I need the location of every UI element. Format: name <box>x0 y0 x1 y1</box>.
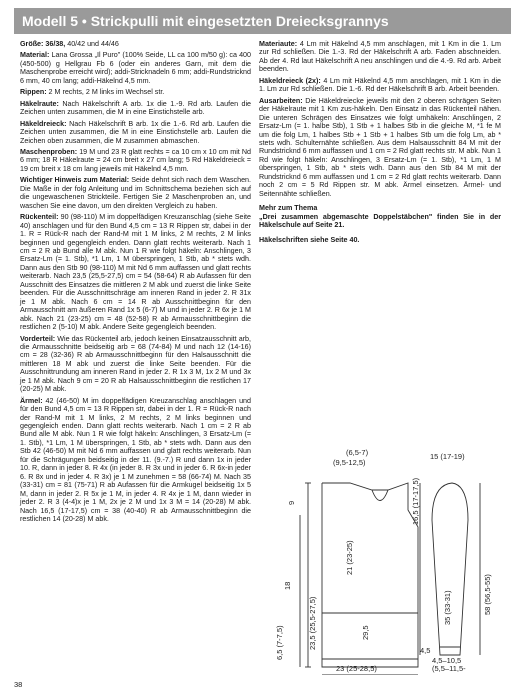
dim-label: 21 (23-25) <box>345 540 354 575</box>
dim-label: (6,5-7) <box>346 448 369 457</box>
right-column <box>259 40 501 247</box>
dim-label: 4,5–10,5 <box>432 656 462 665</box>
more-box <box>259 204 501 229</box>
dim-label: 23,5 (25,5-27,5) <box>308 596 317 650</box>
hinweis-paragraph: Wichtiger Hinweis zum Material: Seide dehnt sich nach dem Waschen. Die Maße in der folg Anleitung und im Schnittschema beziehen sich auf die ungewaschenen Strickteile. Fertigen Sie 2 Maschenproben an, und waschen Sie eine davon, um den direkten Vergleich zu haben. <box>20 176 251 210</box>
maschenproben-paragraph: Maschenproben: 19 M und 23 R glatt rechts = ca 10 cm x 10 cm mit Nd 6 mm; 18 R Häkelraute = 24 cm breit x 27 cm lang; 5 Rd Häkeldreieck = 19 cm breit x 18 cm lang jeweils mit Häkelnd 4,5 mm. <box>20 147 251 173</box>
dim-label: 18 <box>283 581 292 590</box>
dim-label: (5,5–11,5- <box>432 664 466 673</box>
body-outline <box>322 483 418 667</box>
rippen-paragraph: Rippen: 2 M rechts, 2 M links im Wechsel str. <box>20 88 165 97</box>
aermel-paragraph: Ärmel: 42 (46-50) M im doppelfädigen Kreuzanschlag anschlagen und für den Bund 4,5 cm = 13 R Rippen str, dabei in der 1. R = Rück-R nach der Rand-M mit 1 M links, 2 M rechts, 2 M links beginnen und gegengleich enden. Dann glatt rechts weiterarb. Nach 1 cm = 2 R ab Bund alle M abk. Nun 1 R wie folgt häkeln: Anschlingen, 3 Ersatz-Lm (= 1. Stb), *1 Lm, 1 M überspringen, 1 Stb, ab * stets wdh. Dann aus den Stb 42 (46-50) M mit Nd 6 mm auffassen und glatt rechts weiterarb. Nun für die Schrägungen beidseitig in der 11. (9.-7.) R und dann 1x in jeder 10. R, dann in jeder 8. R 4x (in jeder 8. R 3x und in jeder 6. R 6x-in jeder 6. R 8x und in jeder 4. R 3x) je 1 M zunehmen = 58 (66-74) M. Nach 35 (33-31) cm = 81 (75-71) R ab Aufassen für die Armkugel beidseitig 1x 5 M, dann in jeder 2. R 5x je 1 M, in jeder 4. R 4x je 1 M, dann wieder in jeder 2. R 3 (4-4)x je 1 M, 2x je 2 M und 1x 3 M = 14 (20-28) M abk. Nach 16,5 (17-17,5) cm = 38 (40-40) R ab Armausschnittbeginn die restlichen 14 (20-28) M abk. <box>20 396 251 524</box>
dim-label: 6,5 (7-7,5) <box>275 625 284 660</box>
dim-label: 4,5 <box>420 646 431 655</box>
page-header <box>14 8 511 34</box>
ausarbeiten-paragraph: Ausarbeiten: Die Häkeldreiecke jeweils mit den 2 oberen schrägen Seiten der Häkelraute mit 1 Km zus-häkeln. Den Einsatz in das Rückenteil nähen. Die unteren Schrägen des Einsatzes wie folgt umhäkeln: Anschlingen, 2 Ersatz-Lm (= 1. halbe Stb), 1 Stb + 1 halbes Stb in die gleiche M, *1 fe M um die folg Lm, 1 halbes Stb + 1 Stb + 1 halbes Stb um die folg Lm, ab * stets wdh. Schulternähte schließen. Aus dem Halsausschnitt 84 M mit der Rundstricknd 6 mm auffassen und 1 cm = 2 Rd glatt rechts str. M abk. Nun 1 Rd wie folgt häkeln: Anschlingen, 3 Ersatz-Lm (= 1. Stb), *1 Lm, 1 M überspringen, 1 Stb, ab * stets wdh. Dann aus den Stb 84 M mit der Rundstricknd 6 mm auffassen und 1 cm = 2 Rd glatt rechts weiterarb. Dann noch 2 cm = 5 Rd Rippen str. M abk. Ärmel einsetzen. Ärmel- und Seitennähte schließen. <box>259 96 501 198</box>
dim-label: (9,5-12,5) <box>333 458 366 467</box>
size-paragraph: Größe: 36/38, 40/42 und 44/46 <box>20 40 119 48</box>
left-column <box>20 40 251 526</box>
sleeve-outline <box>432 483 468 655</box>
dim-label: 29,5 <box>361 625 370 640</box>
haekeldreieck2-paragraph: Häkeldreieck (2x): 4 Lm mit Häkelnd 4,5 mm anschlagen, mit 1 Km in die 1. Lm zur Rd schließen. Die 1.-6. Rd der Häkelschrift B arb. Arbeit beenden. <box>259 76 501 94</box>
rueckenteil-paragraph: Rückenteil: 90 (98-110) M im doppelfädigen Kreuzanschlag (siehe Seite 40) anschlagen und für den Bund 4,5 cm = 13 R Rippen str, dabei in der 1. R = Rück-R nach der Rand-M mit 1 M links, 2 M rechts, 2 M links beginnen und gegengleich enden. Dann glatt rechts weiterarb. Nach 1 cm = 2 R ab Bund alle M abk. Nun 1 R wie folgt häkeln: Anschlingen, 3 Ersatz-Lm (= 1. Stb), *1 Lm, 1 M überspringen, 1 Stb, ab * stets wdh. Dann aus den Stb 90 (98-110) M mit Nd 6 mm auffassen und glatt rechts weiterarb. Nach 23,5 (25,5-27,5) cm = 54 (58-64) R ab Aufassen für den Ausschnitt des Einsatzes die mittleren 2 M abk und zuerst die linke Seite beenden. Für die Ausschnittschräge am inneren Rand in jeder 2. R 31x je 1 M abk. Nach 6 cm = 14 R ab Ausschnittbeginn für den Armausschnitt am äußeren Rand 1x 5 (6-7) M und in jeder 2. R 6x je 1 M abk. Nach 21 (23-25) cm = 48 (52-58) R ab Armausschnittbeginn die restlichen 2 (5-10) M abk. Andere Seite gegengleich beenden. <box>20 213 251 332</box>
chart-reference: Häkelschriften siehe Seite 40. <box>259 235 360 244</box>
body-schematic <box>260 445 430 675</box>
neckline <box>372 490 388 501</box>
more-text: „Drei zusammen abgemaschte Doppelstäbchen" finden Sie in der Häkelschule auf Seite 21. <box>259 212 501 230</box>
dim-label: 9 <box>287 500 296 505</box>
dim-label: 16,5 (17-17,5) <box>411 477 420 525</box>
dim-label: 23 (25-28,5) <box>336 664 377 673</box>
material-paragraph: Material: Lana Grossa „Il Puro" (100% Seide, LL ca 100 m/50 g): ca 400 (450-500) g Hellgrau Fb 6 (oder ein anderes Garn, mit dem die Maschenprobe erreicht wird); addi-Stricknadeln 6 mm; addi-Rundstricknd 6 mm, 40 cm lang; addi-Häkelnd 4,5 mm. <box>20 51 251 85</box>
haekelraute-paragraph: Häkelraute: Nach Häkelschrift A arb. 1x die 1.-9. Rd arb. Laufen die Zeichen unten zusammen, die M in eine Einstichstelle arb. <box>20 99 251 117</box>
dim-label: 15 (17-19) <box>430 452 465 461</box>
materiaute-paragraph: Materiaute: 4 Lm mit Häkelnd 4,5 mm anschlagen, mit 1 Km in die 1. Lm zur Rd schließen. Die 1.-3. Rd der Häkelschrift A arb. Faden abschneiden. Ab der 4. Rd laut Häkelschrift A neu anschlingen und die 4.-9. Rd arb. Arbeit beenden. <box>259 40 501 74</box>
dim-label: 58 (56,5-55) <box>483 574 492 615</box>
more-title: Mehr zum Thema <box>259 204 318 213</box>
sleeve-schematic <box>410 445 500 675</box>
dim-label: 35 (33-31) <box>443 590 452 625</box>
haekeldreieck-paragraph: Häkeldreieck: Nach Häkelschrift B arb. 1x die 1.-6. Rd arb. Laufen die Zeichen unten zusammen, die M in eine Einstichstelle arb. Laufen die Zeichen oben zusammen, die M zusammen abmaschen. <box>20 119 251 145</box>
page-title: Modell 5 • Strickpulli mit eingesetzten Dreiecksgrannys <box>22 13 389 29</box>
page-number: 38 <box>14 680 23 689</box>
vorderteil-paragraph: Vorderteil: Wie das Rückenteil arb, jedoch keinen Einsatzausschnitt arb, die Armausschnitte beidseitig arb = 68 (74-84) M und nach 12 (14-16) cm = 28 (32-36) R ab Armausschnittbeginn für den Halsausschnitt die mittleren 18 M abk und zuerst die linke Seite beenden. Für die Ausschnittrundung am inneren Rand in jeder 2. R 1x 3 M, 1x 2 M und 3x je 1 M abk. Nach 9 cm = 20 R ab Halsausschnittbeginn die restlichen 17 (20-25) M abk. <box>20 334 251 394</box>
